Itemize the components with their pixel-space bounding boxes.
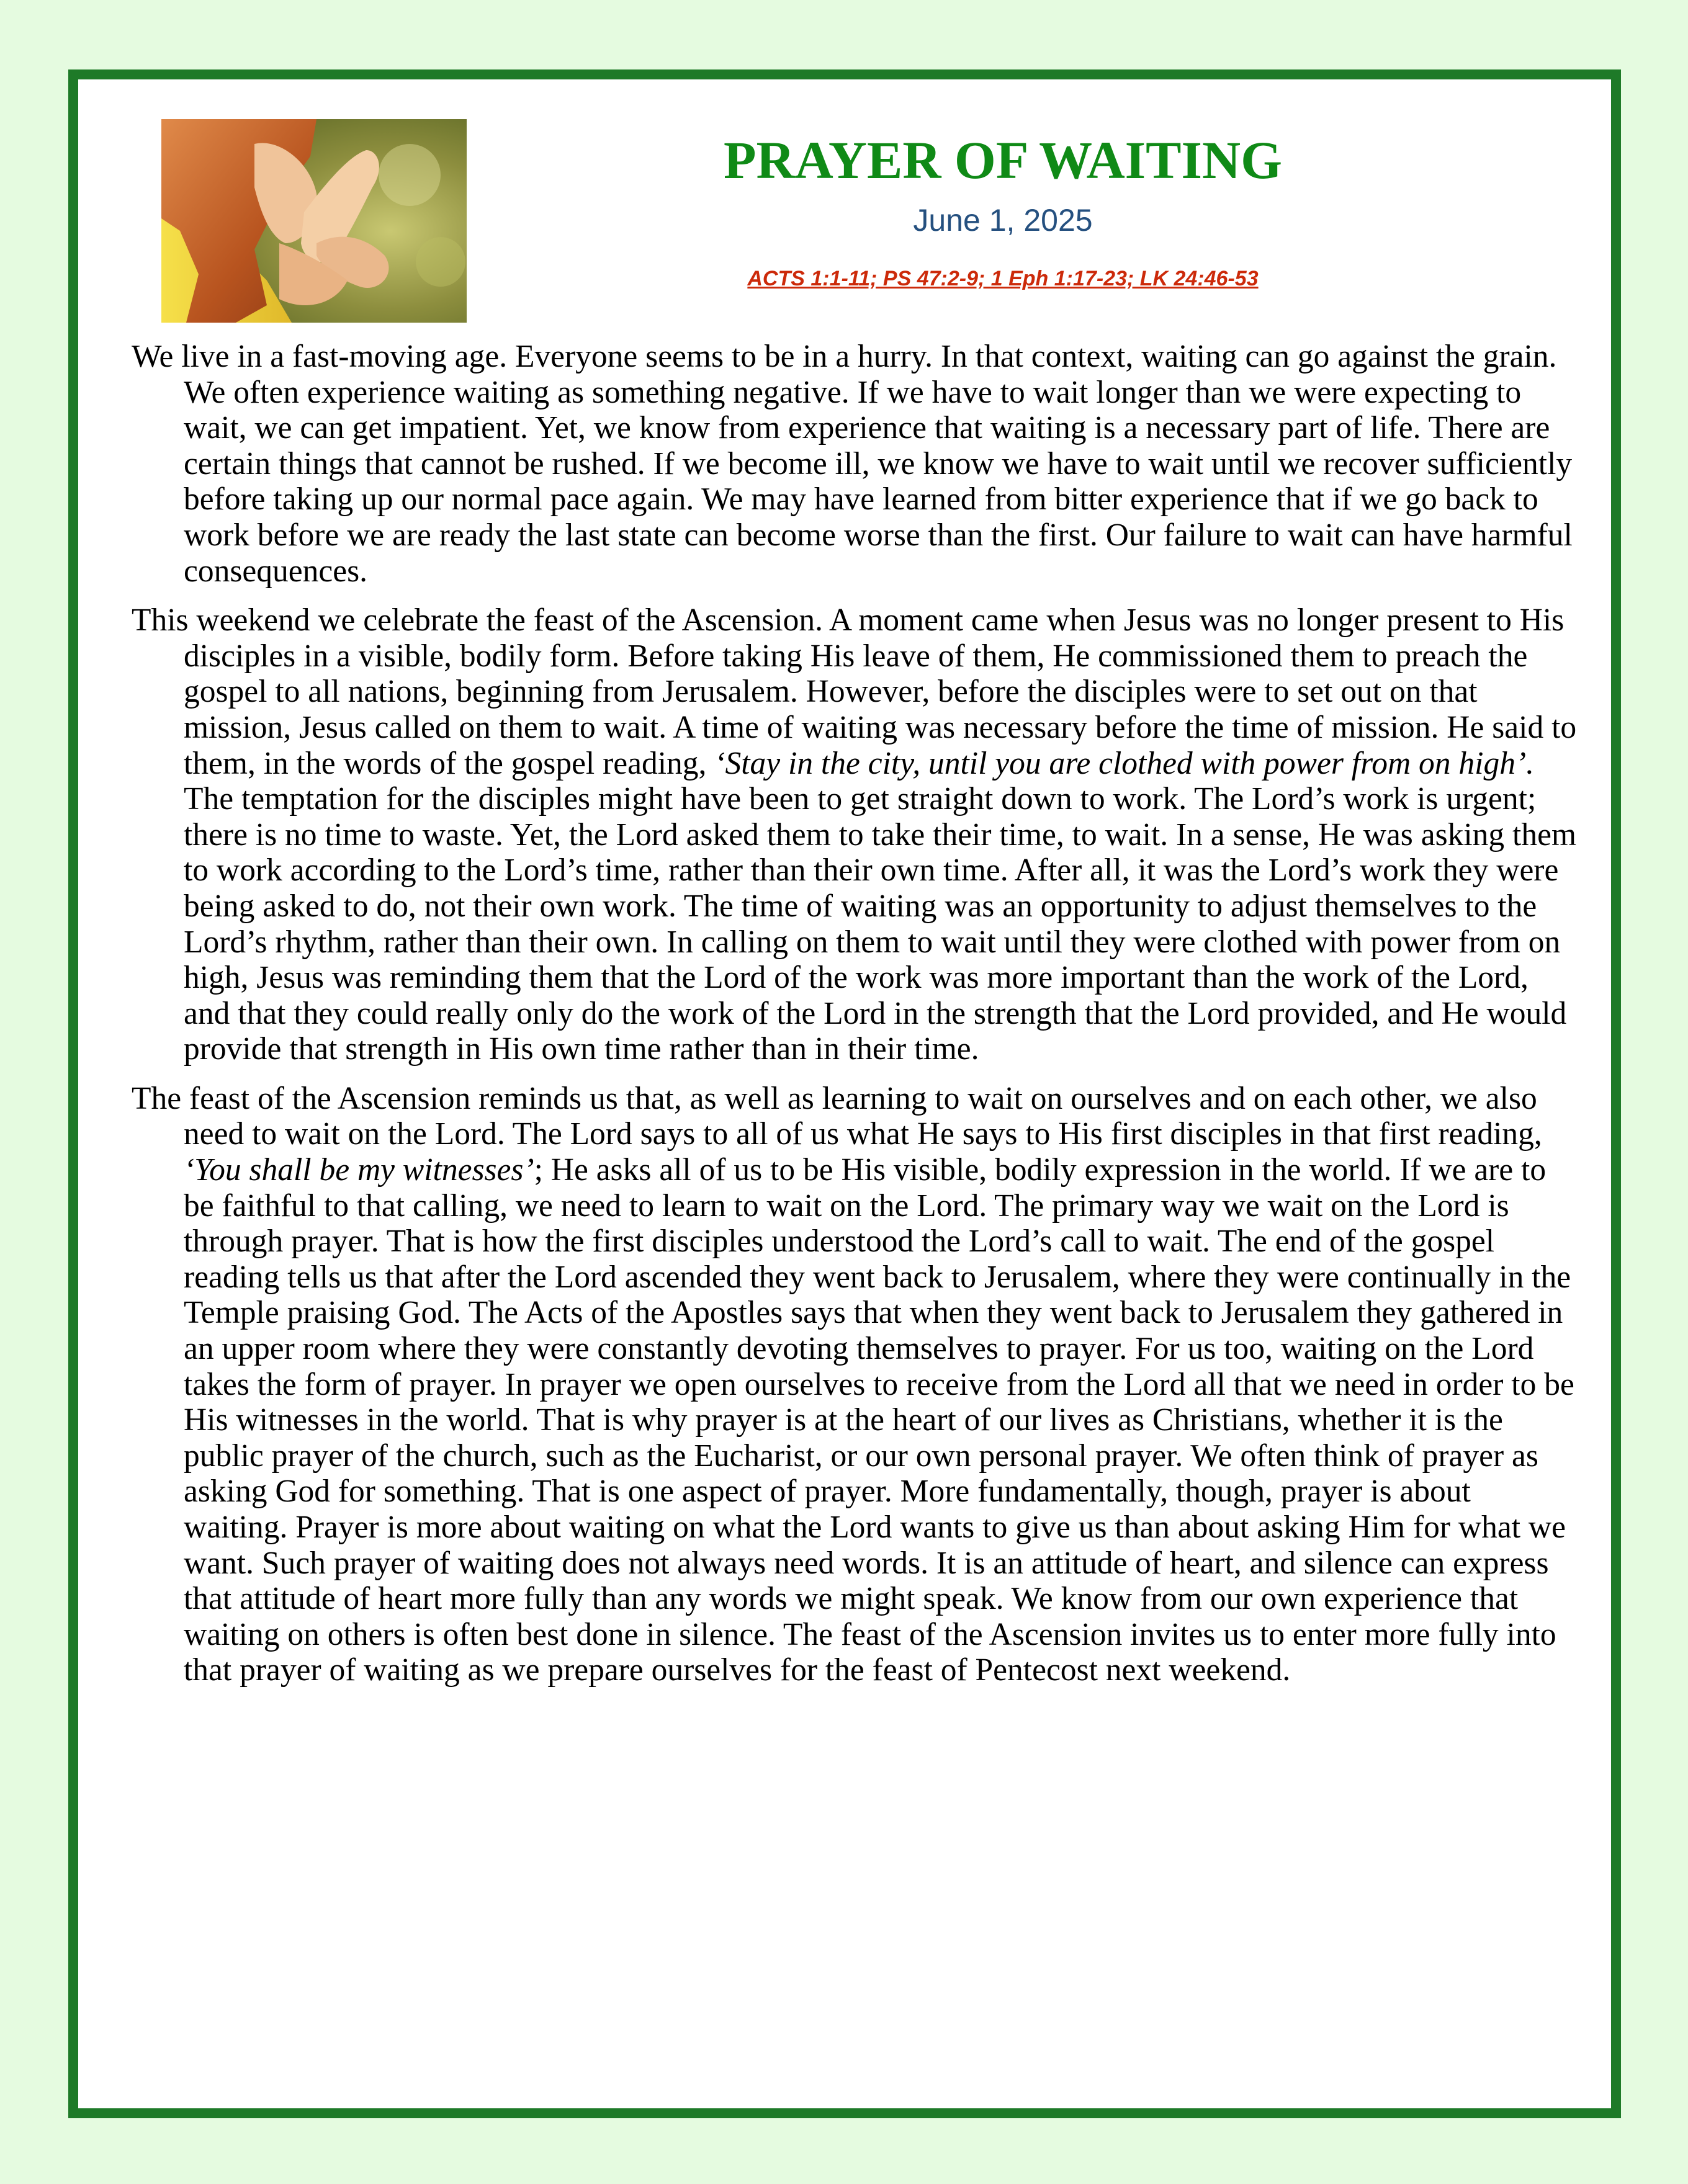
paragraph-text: We live in a fast-moving age. Everyone seems to be in a hurry. In that context, waiting can go against the grain. We often experience waiting as something negative. If we have to wait longer than we were expecting to wait, we can get impatient. Yet, we know from experience that waiting is a necessary part of life. There are certain things that cannot be rushed. If we become ill, we know we have to wait until we recover sufficiently before taking up our normal pace again. We may have learned from bitter experience that if we go back to work before we are ready the last state can become worse than the first. Our failure to wait can have harmful consequences.: [132, 339, 1573, 589]
praying-woman-photo: [161, 119, 467, 323]
gospel-quote: ‘Stay in the city, until you are clothed with power from on high’.: [714, 745, 1534, 781]
paragraph-text: The temptation for the disciples might have been to get straight down to work. The Lord’s work is urgent; there is no time to waste. Yet, the Lord asked them to take their time, to wait. In a sense, He was asking them to work according to the Lord’s time, rather than their own time. After all, it was the Lord’s work they were being asked to do, not their own work. The time of waiting was an opportunity to adjust themselves to the Lord’s rhythm, rather than their own. In calling on them to wait until they were clothed with power from on high, Jesus was reminding them that the Lord of the work was more important than the work of the Lord, and that they could really only do the work of the Lord in the strength that the Lord provided, and He would provide that strength in His own time rather than in their time.: [184, 781, 1577, 1067]
paragraph-text: This weekend we celebrate the feast of the Ascension. A moment came when Jesus was no longer present to His disciples in a visible, bodily form. Before taking His leave of them, He commissioned them to preach the gospel to all nations, beginning from Jerusalem. However, before the disciples were to set out on that mission, Jesus called on them to wait. A time of waiting was necessary before the time of mission. He said to them, in the words of the gospel reading,: [132, 602, 1577, 781]
paragraph-2: [132, 602, 1578, 1067]
paragraph-3: [132, 1081, 1578, 1688]
paragraph-1: [132, 339, 1578, 589]
praying-woman-icon: [161, 119, 467, 323]
date-label: June 1, 2025: [913, 203, 1093, 238]
header: [488, 129, 1518, 293]
paragraph-text: ; He asks all of us to be His visible, bodily expression in the world. If we are to be faithful to that calling, we need to learn to wait on the Lord. The primary way we wait on the Lord is through prayer. That is how the first disciples understood the Lord’s call to wait. The end of the gospel reading tells us that after the Lord ascended they went back to Jerusalem, where they were continually in the Temple praising God. The Acts of the Apostles says that when they went back to Jerusalem they gathered in an upper room where they were constantly devoting themselves to prayer. For us too, waiting on the Lord takes the form of prayer. In prayer we open ourselves to receive from the Lord all that we need in order to be His witnesses in the world. That is why prayer is at the heart of our lives as Christians, whether it is the public prayer of the church, such as the Eucharist, or our own personal prayer. We often think of prayer as asking God for something. That is one aspect of prayer. More fundamentally, though, prayer is about waiting. Prayer is more about waiting on what the Lord wants to give us than about asking Him for what we want. Such prayer of waiting does not always need words. It is an attitude of heart, and silence can express that attitude of heart more fully than any words we might speak. We know from our own experience that waiting on others is often best done in silence. The feast of the Ascension invites us to enter more fully into that prayer of waiting as we prepare ourselves for the feast of Pentecost next weekend.: [184, 1152, 1574, 1688]
paragraph-text: The feast of the Ascension reminds us that, as well as learning to wait on ourselves and on each other, we also need to wait on the Lord. The Lord says to all of us what He says to His first disciples in that first reading,: [132, 1080, 1542, 1152]
page-title: PRAYER OF WAITING: [724, 130, 1282, 190]
witnesses-quote: ‘You shall be my witnesses’: [184, 1152, 534, 1188]
article-body: [132, 339, 1578, 1702]
page-border-frame: [68, 69, 1621, 2118]
scripture-readings: ACTS 1:1-11; PS 47:2-9; 1 Eph 1:17-23; LK 24:46-53: [747, 267, 1259, 290]
